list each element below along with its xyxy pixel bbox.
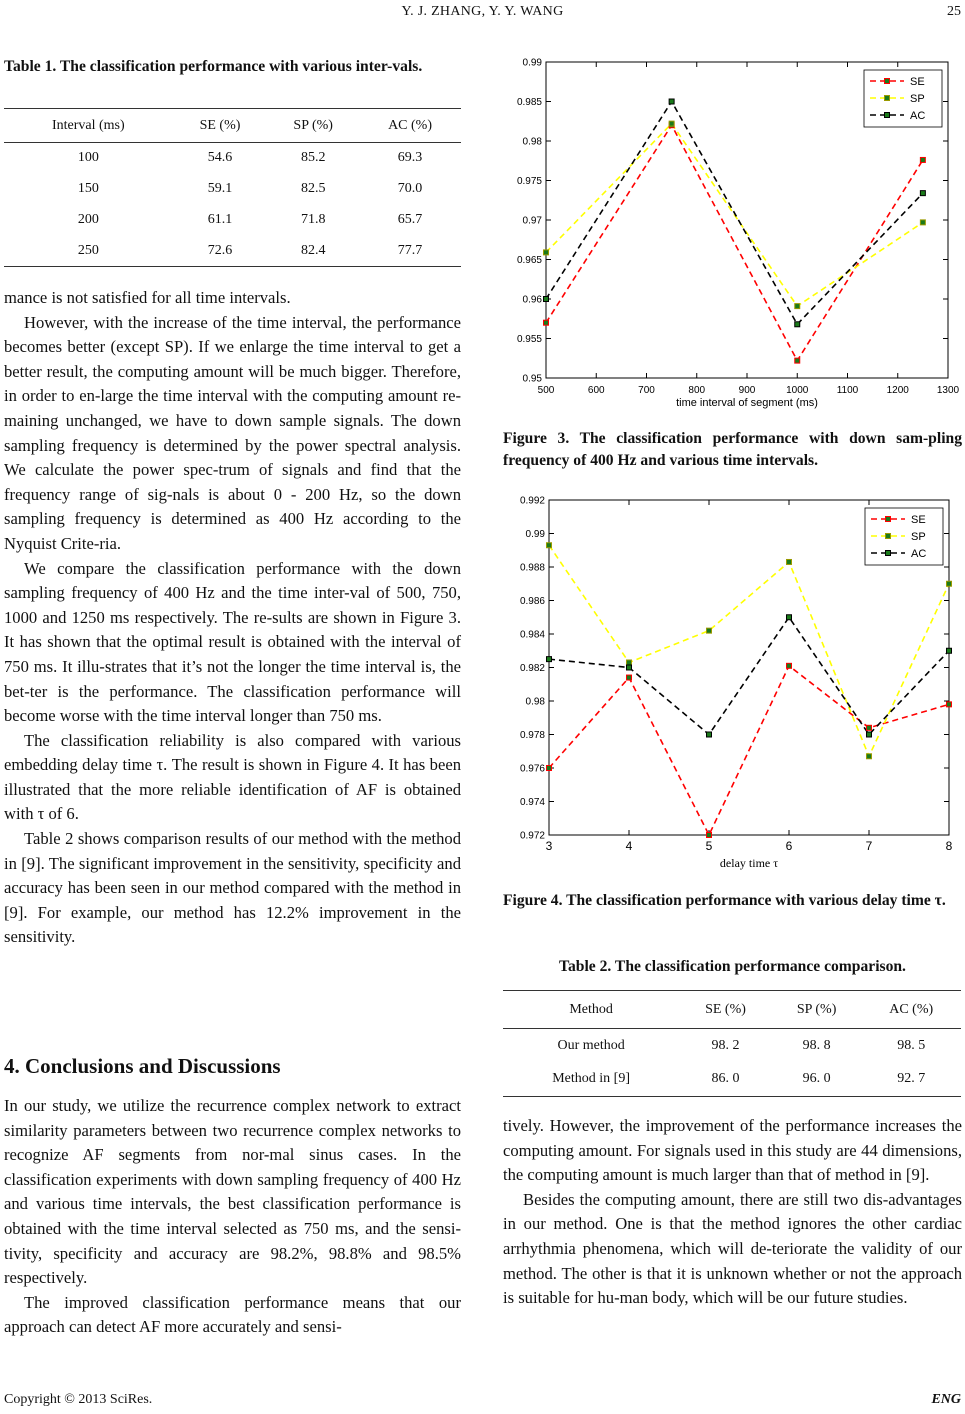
- table-row: [4, 236, 461, 267]
- y-tick-label: 0.988: [519, 562, 545, 574]
- table-cell: 82.5: [300, 181, 326, 196]
- journal-name: ENG: [931, 1392, 961, 1407]
- y-tick-label: 0.95: [522, 373, 542, 385]
- y-tick-label: 0.97: [522, 215, 542, 227]
- table-cell: 150: [77, 181, 99, 196]
- table2-header-row: [503, 991, 961, 1029]
- y-tick-label: 0.982: [519, 663, 545, 674]
- data-point: [920, 157, 925, 162]
- data-point: [787, 615, 792, 620]
- y-tick-label: 0.96: [522, 294, 542, 306]
- page-header: [0, 2, 965, 24]
- paragraph: Table 2 shows comparison results of our method with the method in [9]. The significant improvement in the sensitivity, specificity and accuracy has been seen in our method compared with the method in [9]. For example, our method has 12.2% improvement in the sensitivity.: [4, 829, 461, 947]
- x-tick-label: 900: [738, 385, 756, 396]
- y-tick-label: 0.975: [516, 176, 542, 187]
- x-tick-label: 1000: [786, 385, 809, 396]
- y-tick-label: 0.98: [525, 696, 545, 708]
- x-tick-label: 800: [688, 385, 706, 396]
- paragraph: We compare the classification performance with the down sampling frequency of 400 Hz and the time inter-val of 500, 750, 1000 and 1250 ms respectively. The re-sults are shown in Figure 3. It has shown that the optimal result is obtained with the interval of 750 ms. It illu-strates that it’s not the longer the time interval is, the bet-ter is the performance. The classification performance will become worse with the time interval longer than 750 ms.: [4, 558, 461, 726]
- paragraph: The classification reliability is also compared with various embedding delay time τ. The result is shown in Figure 4. It has been illustrated that the more reliable identification of AF is obtained with τ of 6.: [4, 730, 461, 824]
- data-point: [669, 99, 674, 104]
- legend-marker: [885, 113, 890, 118]
- running-title: Y. J. ZHANG, Y. Y. WANG: [401, 4, 564, 19]
- table2-col-header: SE (%): [705, 1001, 746, 1017]
- data-point: [707, 732, 712, 737]
- table-cell: 98. 5: [897, 1037, 926, 1053]
- data-point: [547, 657, 552, 662]
- data-point: [787, 663, 792, 668]
- y-tick-label: 0.965: [516, 255, 542, 266]
- x-tick-label: 8: [945, 839, 953, 853]
- data-point: [795, 358, 800, 363]
- y-tick-label: 0.978: [519, 730, 545, 741]
- legend-marker: [886, 534, 891, 539]
- x-tick-label: 3: [545, 839, 553, 853]
- legend-label: SP: [910, 93, 925, 105]
- table-cell: 59.1: [207, 181, 233, 196]
- x-tick-label: 1100: [836, 385, 859, 396]
- table-cell: 98. 2: [711, 1037, 740, 1053]
- page-number: 25: [947, 4, 961, 19]
- table-cell: 92. 7: [897, 1071, 926, 1087]
- data-point: [867, 732, 872, 737]
- table-cell: 69.3: [397, 150, 423, 166]
- y-tick-label: 0.986: [519, 596, 545, 607]
- y-tick-label: 0.99: [522, 57, 542, 69]
- table1-header-row: [4, 109, 461, 143]
- legend-label: SE: [910, 76, 925, 88]
- figure4-chart: [500, 488, 962, 878]
- table2-caption: Table 2. The classification performance comparison.: [559, 958, 906, 975]
- paragraph: The improved classification performance means that our approach can detect AF more accurately and sensi-: [4, 1292, 461, 1337]
- paragraph: tively. However, the improvement of the performance increases the computing amount. For signals used in this study are 44 dimensions, the computing amount is much larger than that of method in [9].: [503, 1116, 962, 1185]
- data-point: [920, 191, 925, 196]
- table2: [503, 990, 961, 1097]
- x-tick-label: 1200: [886, 385, 909, 396]
- data-point: [547, 766, 552, 771]
- table-cell: 71.8: [300, 212, 326, 227]
- legend-label: SE: [911, 514, 926, 526]
- table1-col-header: SP (%): [293, 117, 333, 133]
- x-tick-label: 6: [785, 839, 793, 853]
- table-row: [503, 1063, 961, 1097]
- x-tick-label: 500: [537, 385, 555, 396]
- table2-col-header: SP (%): [796, 1001, 837, 1017]
- data-point: [547, 543, 552, 548]
- data-point: [627, 660, 632, 665]
- table1-col-header: Interval (ms): [51, 117, 125, 133]
- data-point: [627, 665, 632, 670]
- y-tick-label: 0.976: [519, 763, 545, 775]
- table1: [4, 108, 461, 267]
- data-point: [544, 250, 549, 255]
- table2-col-header: AC (%): [889, 1001, 934, 1017]
- legend-label: AC: [911, 548, 927, 560]
- data-point: [707, 628, 712, 633]
- table-cell: 72.6: [207, 242, 233, 258]
- table-cell: Our method: [557, 1037, 625, 1053]
- y-tick-label: 0.985: [516, 97, 542, 108]
- table1-col-header: SE (%): [199, 117, 241, 133]
- table-cell: 77.7: [397, 242, 423, 258]
- table-row: [4, 174, 461, 205]
- table-cell: 82.4: [300, 242, 326, 258]
- table-cell: 85.2: [300, 150, 326, 166]
- x-tick-label: 700: [638, 385, 655, 396]
- paragraph: However, with the increase of the time interval, the performance becomes better (except SP). If we enlarge the time interval to get a better result, the computing amount will be much bigger. Therefore, in order to en-large the time interval with the computing amount re-maining unchanged, we have to down sample signals. The down sampling frequency is determined by the power spectral analysis. We calculate the power spec-trum of signals and find that the frequency range of sig-nals is about 0 - 200 Hz, so the down sampling frequency is determined as 400 Hz according to the Nyquist Crite-ria.: [4, 312, 461, 553]
- table-cell: 100: [77, 150, 99, 166]
- right-column-text: [503, 1114, 962, 1311]
- data-point: [947, 648, 952, 653]
- y-tick-label: 0.984: [519, 629, 545, 641]
- data-point: [867, 754, 872, 759]
- x-tick-label: 600: [587, 385, 605, 396]
- y-tick-label: 0.98: [522, 136, 542, 148]
- data-point: [544, 320, 549, 325]
- table-cell: 200: [77, 212, 99, 227]
- paragraph: mance is not satisfied for all time intervals.: [4, 288, 291, 307]
- figure3-caption: Figure 3. The classification performance with down sam-pling frequency of 400 Hz and various time intervals.: [503, 430, 962, 469]
- y-tick-label: 0.972: [519, 830, 545, 842]
- x-axis-label: delay time τ: [719, 856, 779, 870]
- left-column-text: [4, 286, 461, 950]
- data-point: [920, 220, 925, 225]
- table1-col-header: AC (%): [388, 117, 432, 133]
- y-tick-label: 0.955: [516, 334, 542, 345]
- figure4-caption: Figure 4. The classification performance with various delay time τ.: [503, 892, 946, 909]
- table-cell: 86. 0: [711, 1071, 740, 1087]
- table-cell: Method in [9]: [552, 1071, 630, 1087]
- legend-marker: [886, 551, 891, 556]
- table-cell: 250: [77, 242, 99, 258]
- y-tick-label: 0.974: [519, 797, 545, 808]
- copyright-notice: Copyright © 2013 SciRes.: [4, 1392, 153, 1407]
- table-cell: 70.0: [397, 181, 423, 196]
- x-axis-label: time interval of segment (ms): [676, 397, 818, 409]
- data-point: [544, 297, 549, 302]
- table2-col-header: Method: [569, 1001, 613, 1017]
- paragraph: In our study, we utilize the recurrence complex network to extract similarity parameters between two recurrence complex networks to recognize AF segments from nor-mal sinus cases. In the classification experiments with down sampling frequency of 400 Hz and various time intervals, the best classification performance is obtained with the time interval selected as 750 ms, and the sensi-tivity, specificity and accuracy are 98.2%, 98.8% and 98.5% respectively.: [4, 1096, 461, 1288]
- table-cell: 54.6: [207, 150, 233, 166]
- section-heading: 4. Conclusions and Discussions: [4, 1054, 281, 1078]
- table-row: [4, 143, 461, 174]
- table-row: [4, 205, 461, 236]
- data-point: [707, 833, 712, 838]
- data-point: [947, 581, 952, 586]
- figure3-chart: [500, 52, 962, 414]
- data-point: [867, 725, 872, 730]
- data-point: [947, 702, 952, 707]
- table-row: [503, 1029, 961, 1063]
- table-cell: 61.1: [207, 212, 233, 227]
- x-tick-label: 5: [705, 839, 713, 853]
- data-point: [627, 675, 632, 680]
- conclusion-text: [4, 1094, 461, 1340]
- data-point: [795, 304, 800, 309]
- table-cell: 96. 0: [802, 1071, 831, 1087]
- data-point: [669, 121, 674, 126]
- legend-marker: [886, 517, 891, 522]
- data-point: [787, 559, 792, 564]
- x-tick-label: 4: [625, 839, 633, 853]
- data-point: [795, 322, 800, 327]
- table-cell: 98. 8: [802, 1037, 831, 1053]
- table-cell: 65.7: [397, 212, 423, 227]
- y-tick-label: 0.992: [519, 495, 545, 507]
- paragraph: Besides the computing amount, there are still two dis-advantages in our method. One is that the method ignores the other cardiac arrhythmia phenomena, which will de-teriorate the validity of our method. The other is that it is unknown whether or not the approach is suitable for hu-man body, which will be our future studies.: [503, 1189, 962, 1308]
- legend-marker: [885, 96, 890, 101]
- x-tick-label: 1300: [936, 385, 960, 396]
- y-tick-label: 0.99: [525, 529, 545, 540]
- legend-label: AC: [910, 110, 926, 122]
- x-tick-label: 7: [865, 839, 873, 853]
- table1-caption: Table 1. The classification performance with various inter-vals.: [4, 58, 423, 75]
- legend-label: SP: [911, 531, 926, 543]
- legend-marker: [885, 79, 890, 84]
